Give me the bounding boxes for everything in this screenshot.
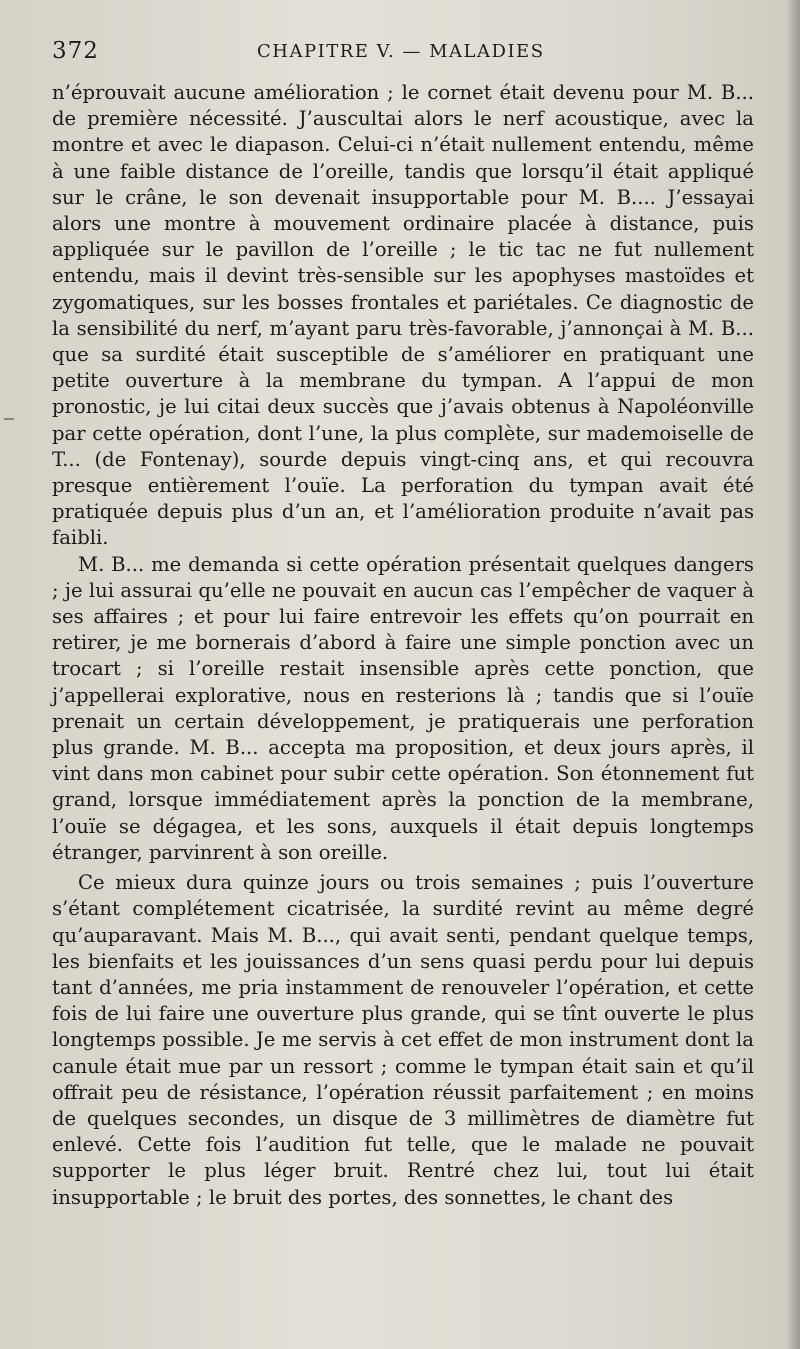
chapter-title: CHAPITRE V. — MALADIES: [257, 41, 545, 62]
paragraph-2: M. B... me demanda si cette opération présentait quelques dangers ; je lui assurai qu’elle ne pouvait en aucun cas l’empêcher de vaquer à ses affaires ; et pour lui faire entrevoir les effets qu’on pourrait en retirer, je me bornerais d’abord à faire une simple ponction avec un trocart ; si l’oreille restait insensible après cette ponction, que j’appellerai explorative, nous en resterions là ; tandis que si l’ouïe prenait un certain développement, je pratiquerais une perforation plus grande. M. B... accepta ma proposition, et deux jours après, il vint dans mon cabinet pour subir cette opération. Son étonnement fut grand, lorsque immédiatement après la ponction de la membrane, l’ouïe se dégagea, et les sons, auxquels il était depuis longtemps étranger, parvinrent à son oreille.: [52, 552, 754, 864]
paragraph-1: n’éprouvait aucune amélioration ; le cornet était devenu pour M. B... de première nécessité. J’auscultai alors le nerf acoustique, avec la montre et avec le diapason. Celui-ci n’était nullement entendu, même à une faible distance de l’oreille, tandis que lorsqu’il était appliqué sur le crâne, le son devenait insupportable pour M. B.... J’essayai alors une montre à mouvement ordinaire placée à distance, puis appliquée sur le pavillon de l’oreille ; le tic tac ne fut nullement entendu, mais il devint très-sensible sur les apophyses mastoïdes et zygomatiques, sur les bosses frontales et pariétales. Ce diagnostic de la sensibilité du nerf, m’ayant paru très-favorable, j’annonçai à M. B... que sa surdité était susceptible de s’améliorer en pratiquant une petite ouverture à la membrane du tympan. A l’appui de mon pronostic, je lui citai deux succès que j’avais obtenus à Napoléonville par cette opération, dont l’une, la plus complète, sur mademoiselle de T... (de Fontenay), sourde depuis vingt-cinq ans, et qui recouvra presque entièrement l’ouïe. La perforation du tympan avait été pratiquée depuis plus d’un an, et l’amélioration produite n’avait pas faibli.: [52, 81, 754, 550]
running-head: [52, 38, 760, 68]
margin-mark: [4, 418, 14, 420]
page-number: 372: [52, 38, 99, 64]
paragraph-3: Ce mieux dura quinze jours ou trois semaines ; puis l’ouverture s’étant complétement cicatrisée, la surdité revint au même degré qu’auparavant. Mais M. B..., qui avait senti, pendant quelque temps, les bienfaits et les jouissances d’un sens quasi perdu pour lui depuis tant d’années, me pria instamment de renouveler l’opération, et cette fois de lui faire une ouverture plus grande, qui se tînt ouverte le plus longtemps possible. Je me servis à cet effet de mon instrument dont la canule était mue par un ressort ; comme le tympan était sain et qu’il offrait peu de résistance, l’opération réussit parfaitement ; en moins de quelques secondes, un disque de 3 millimètres de diamètre fut enlevé. Cette fois l’audition fut telle, que le malade ne pouvait supporter le plus léger bruit. Rentré chez lui, tout lui était insupportable ; le bruit des portes, des sonnettes, le chant des: [52, 871, 754, 1209]
body-text: [52, 80, 754, 1211]
page-edge-shadow: [786, 0, 800, 1349]
